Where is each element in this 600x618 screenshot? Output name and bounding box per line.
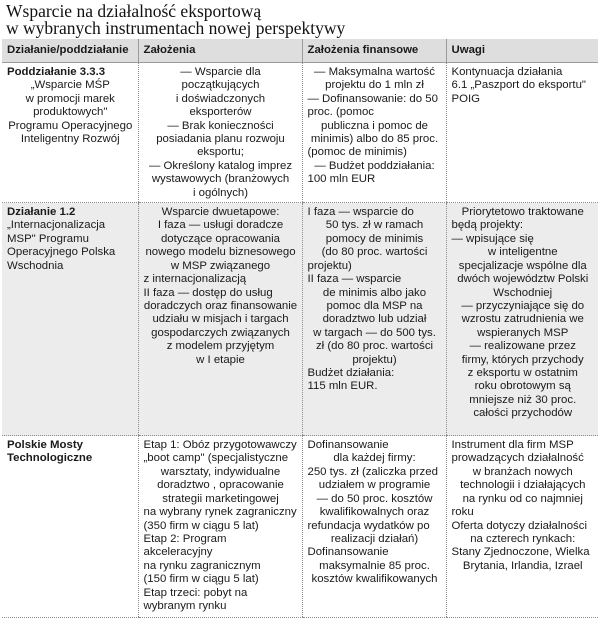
note-line: — realizowane przez: [469, 340, 576, 353]
financial-line: — Dofinansowanie: do 50 proc. (pomoc: [307, 92, 438, 119]
cell-assumptions: [138, 63, 302, 203]
assumption-line: eksportu;: [197, 146, 244, 159]
cell-financial: [302, 436, 446, 618]
header-notes: Uwagi: [446, 39, 598, 63]
note-line: POIG: [451, 92, 480, 105]
note-line: Priorytetowo traktowane: [461, 206, 584, 219]
header-action: Działanie/poddziałanie: [2, 39, 138, 63]
note-line: w inteligentne: [487, 246, 558, 259]
financial-line: 50 tys. zł w ramach: [325, 219, 424, 232]
action-sub-line: Programu Operacyjnego: [8, 119, 133, 132]
cell-financial: [302, 203, 446, 436]
note-line: wspieranych MSP: [477, 326, 569, 339]
note-line: technologii i działających: [460, 479, 586, 492]
note-line: Oferta dotyczy działalności: [451, 519, 587, 532]
cell-action: [2, 203, 138, 436]
assumption-line: z modelem przyjętym: [166, 340, 275, 353]
header-financial: Założenia finansowe: [302, 39, 446, 63]
financial-line: (do 80 proc. wartości: [321, 246, 428, 259]
financial-line: II faza — wsparcie: [307, 273, 402, 286]
cell-financial: [302, 63, 446, 203]
assumption-line: gospodarczych związanych: [151, 326, 290, 339]
note-line: Stany Zjednoczone, Wielka: [451, 546, 590, 559]
financial-line: de minimis albo jako: [322, 286, 427, 299]
action-sub-line: Operacyjnego Polska: [7, 246, 116, 259]
assumption-line: (150 firm w ciągu 5 lat): [143, 573, 259, 586]
action-sub-line: „Internacjonalizacja: [7, 219, 106, 232]
page-title: [0, 0, 600, 39]
assumption-line: dotyczące opracowania: [160, 232, 281, 245]
assumption-line: (350 firm w ciągu 5 lat): [143, 519, 259, 532]
assumption-line: Etap trzeci: pobyt na: [143, 586, 248, 599]
financial-line: — Maksymalna wartość: [314, 66, 435, 78]
note-line: firmy, których przychody: [461, 353, 584, 366]
financial-line: 100 mln EUR: [307, 173, 376, 186]
title-line-1: Wsparcie na działalność eksportową: [6, 1, 262, 21]
note-line: w branżach nowych: [472, 465, 573, 478]
note-line: na czterech rynkach:: [470, 532, 576, 545]
action-sub-line: w promocji marek: [25, 92, 115, 105]
financial-line: kosztów kwalifikowanych: [311, 573, 438, 586]
assumption-line: w I etapie: [196, 353, 245, 366]
financial-line: minimis) albo do 85 proc.: [310, 133, 439, 146]
financial-line: doradztwo lub udział: [322, 313, 427, 326]
assumption-line: Wsparcie dwuetapowe:: [161, 206, 280, 219]
assumption-line: — Wsparcie dla: [180, 66, 261, 78]
action-name: Poddziałanie 3.3.3: [7, 66, 106, 78]
note-line: — wpisujące się: [451, 232, 534, 245]
assumption-line: Etap 2: Program akceleracyjny: [143, 532, 227, 559]
assumption-line: doradczych oraz finansowanie: [143, 299, 298, 312]
financial-line: I faza — wsparcie do: [307, 206, 414, 219]
financial-line: — do 50 proc. kosztów: [316, 492, 433, 505]
note-line: wzrostu zatrudnienia we: [461, 313, 584, 326]
financial-line: udziałem w programie: [318, 479, 431, 492]
financial-line: 250 tys. zł (zaliczka przed: [307, 465, 438, 478]
financial-line: 115 mln EUR.: [307, 380, 378, 393]
note-line: 6.1 „Paszport do eksportu": [451, 79, 586, 92]
financial-line: kwalifikowalnych oraz: [319, 506, 430, 519]
cell-notes: [446, 436, 598, 618]
assumption-line: udziału w misjach i targach: [152, 313, 289, 326]
note-line: będą projekty:: [451, 219, 524, 232]
action-name: Działanie 1.2: [7, 206, 76, 219]
note-line: specjalizacje wspólne dla: [458, 259, 587, 272]
assumption-line: I faza — usługi doradcze: [157, 219, 284, 232]
financial-line: publiczna i pomoc de: [320, 119, 428, 132]
assumption-line: strategii marketingowej: [162, 492, 279, 505]
cell-action: [2, 63, 138, 203]
cell-notes: [446, 63, 598, 203]
note-line: Brytania, Irlandia, Izrael: [462, 559, 583, 572]
cell-assumptions: [138, 203, 302, 436]
assumption-line: i ogólnych): [192, 186, 249, 199]
action-name-line-2: Technologiczne: [7, 452, 93, 465]
assumption-line: posiadania planu rozwoju: [156, 133, 285, 146]
assumption-line: doradztwo , opracowanie: [157, 479, 284, 492]
financial-line: Dofinansowanie: [307, 439, 389, 452]
assumption-line: — Określony katalog imprez: [148, 159, 293, 172]
cell-action: [2, 436, 138, 618]
note-line: Kontynuacja działania: [451, 66, 563, 78]
financial-line: realizacji działań): [330, 532, 419, 545]
instruments-table: [2, 39, 598, 618]
action-sub-line: produktowych": [33, 106, 108, 119]
note-line: Instrument dla firm MSP: [451, 439, 574, 452]
note-line: na rynku od co najmniej: [462, 492, 583, 505]
assumption-line: początkujących: [181, 79, 260, 92]
assumption-line: na wybrany rynek zagraniczny: [143, 506, 297, 519]
assumption-line: II faza — dostęp do usług: [143, 286, 273, 299]
financial-line: dla każdej firmy:: [333, 452, 416, 465]
action-sub-line: „Wsparcie MŚP: [30, 79, 110, 92]
note-line: prowadzących działalność: [451, 452, 584, 465]
header-row: [2, 39, 598, 63]
action-name: Polskie Mosty: [7, 439, 83, 452]
action-sub-line: Inteligentny Rozwój: [20, 133, 120, 146]
note-line: Wschodniej: [493, 286, 553, 299]
financial-line: w targach — do 500 tys.: [313, 326, 436, 339]
title-line-2: w wybranych instrumentach nowej perspektywy: [6, 18, 346, 38]
note-line: mniejsze niż 30 proc.: [469, 393, 577, 406]
cell-assumptions: [138, 436, 302, 618]
assumption-line: wystawowych (branżowych: [151, 173, 290, 186]
financial-line: projektu do 1 mln zł: [325, 79, 424, 92]
assumption-line: na rynku zagranicznym: [143, 559, 261, 572]
financial-line: projektu): [307, 259, 352, 272]
cell-notes: [446, 203, 598, 436]
header-assumptions: Założenia: [138, 39, 302, 63]
financial-line: (pomoc de minimis): [307, 146, 407, 159]
table-row: [2, 203, 598, 436]
note-line: — przyczyniające się do: [461, 299, 585, 312]
note-line: roku: [451, 506, 474, 519]
financial-line: Budżet działania:: [307, 366, 395, 379]
assumption-line: nowego modelu biznesowego: [145, 246, 296, 259]
note-line: z eksportu w ostatnim: [467, 366, 578, 379]
table-row: [2, 63, 598, 203]
financial-line: projektu): [352, 353, 397, 366]
note-line: dwóch województw Polski: [457, 273, 589, 286]
assumption-line: wybranym rynku: [143, 599, 227, 612]
assumption-line: Etap 1: Obóz przygotowawczy: [143, 439, 297, 452]
assumption-line: warsztaty, indywidualne: [160, 465, 281, 478]
assumption-line: — Brak konieczności: [167, 119, 274, 132]
note-line: roku obrotowym są: [474, 380, 571, 393]
financial-line: maksymalnie 85 proc.: [319, 559, 430, 572]
financial-line: pomocy de minimis: [325, 232, 424, 245]
financial-line: zł (do 80 proc. wartości: [315, 340, 434, 353]
table-row: [2, 436, 598, 618]
financial-line: — Budżet poddziałania:: [314, 159, 435, 172]
assumption-line: w MSP związanego: [170, 259, 271, 272]
action-sub-line: MSP" Programu: [7, 232, 89, 245]
financial-line: refundacja wydatków po: [307, 519, 430, 532]
assumption-line: „boot camp" (specjalistyczne: [143, 452, 289, 465]
note-line: całości przychodów: [473, 407, 573, 420]
assumption-line: z internacjonalizacją: [143, 273, 247, 286]
action-sub-line: Wschodnia: [7, 259, 64, 272]
assumption-line: i doświadczonych eksporterów: [175, 92, 266, 119]
financial-line: Dofinansowanie: [307, 546, 389, 559]
financial-line: pomoc dla MSP na: [326, 299, 423, 312]
